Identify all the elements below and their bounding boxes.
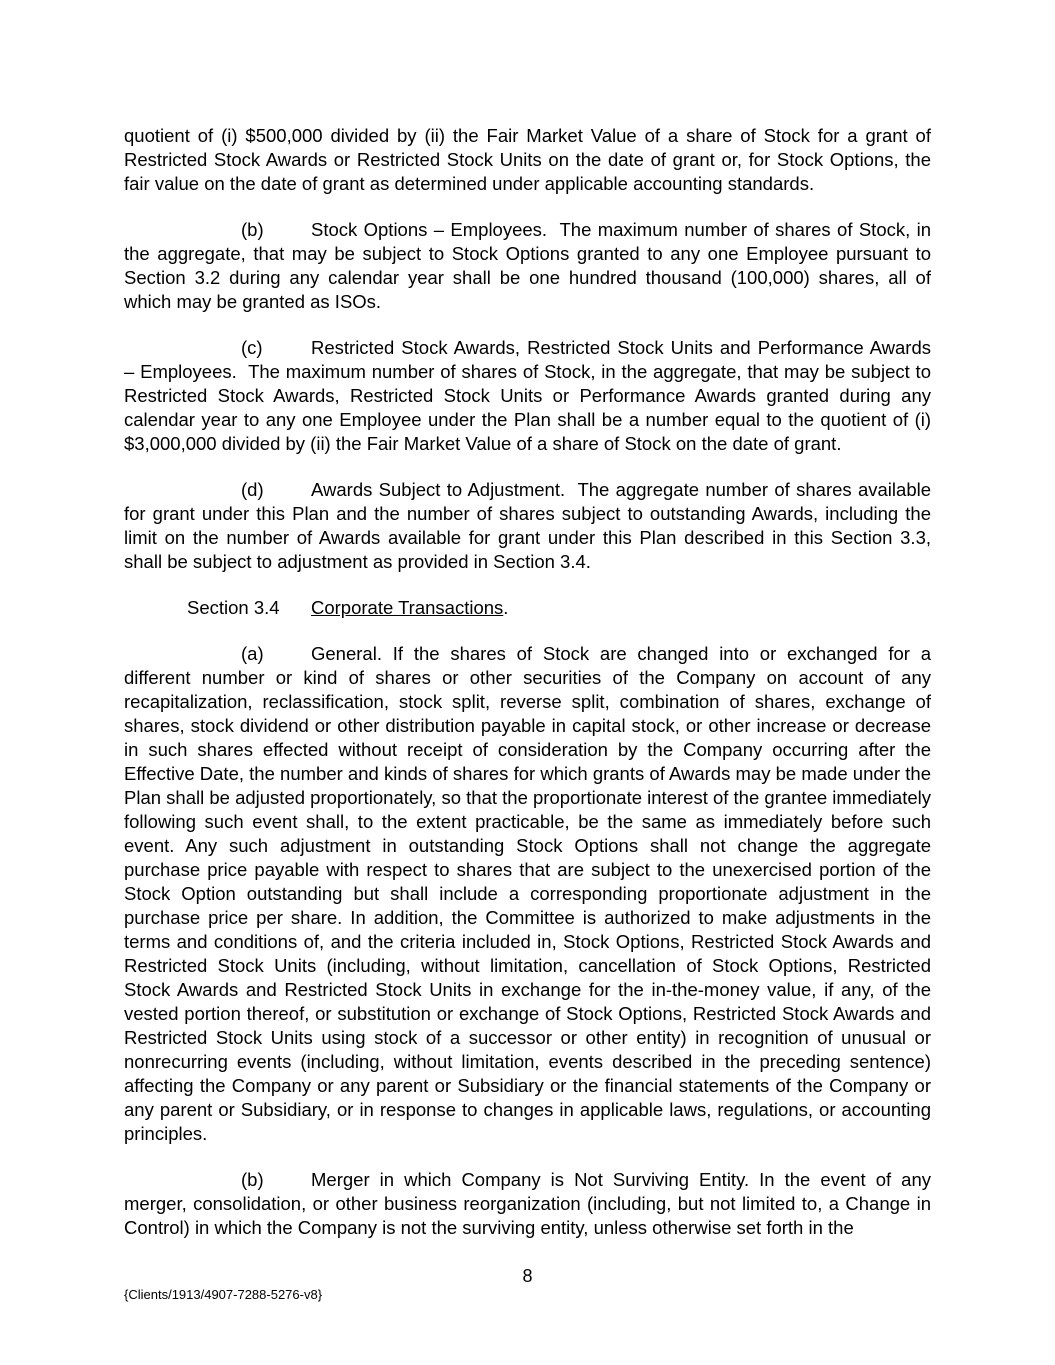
paragraph-heading: Stock Options – Employees. (311, 219, 548, 240)
page-number: 8 (522, 1266, 533, 1286)
paragraph-d-awards-adjustment (124, 478, 931, 574)
paragraph-a-general (124, 642, 931, 1146)
paragraph-intro: quotient of (i) $500,000 divided by (ii) the Fair Market Value of a share of Stock for a grant of Restricted Stock Awards or Restricted Stock Units on the date of grant or, for Stock Options, the fair value on the date of grant as determined under applicable accounting standards. (124, 125, 931, 194)
footer-document-id: {Clients/1913/4907-7288-5276-v8} (124, 1287, 323, 1302)
paragraph-c-restricted-stock (124, 336, 931, 456)
section-title: Corporate Transactions (311, 597, 504, 618)
paragraph-heading: Restricted Stock Awards, Restricted Stock Units and Performance Awards – Employees. (124, 337, 931, 382)
paragraph-heading: General. (311, 643, 382, 664)
document-page (124, 124, 931, 1240)
paragraph-text: The aggregate number of shares available for grant under this Plan and the number of shares subject to outstanding Awards, including the limit on the number of Awards available for grant under this Plan described in this Section 3.3, shall be subject to adjustment as provided in Section 3.4. (124, 479, 932, 572)
section-number: Section 3.4 (187, 597, 280, 618)
paragraph-text: In the event of any merger, consolidation, or other business reorganization (including, but not limited to, a Change in Control) in which the Company is not the surviving entity, unless otherwise set forth in the (124, 1169, 932, 1238)
paragraph-text: If the shares of Stock are changed into or exchanged for a different number or kind of shares or other securities of the Company on account of any recapitalization, reclassification, stock split, reverse split, combination of shares, exchange of shares, stock dividend or other distribution payable in capital stock, or other increase or decrease in such shares effected without receipt of consideration by the Company occurring after the Effective Date, the number and kinds of shares for which grants of Awards may be made under the Plan shall be adjusted proportionately, so that the proportionate interest of the grantee immediately following such event shall, to the extent practicable, be the same as immediately before such event. Any such adjustment in outstanding Stock Options shall not change the aggregate purchase price payable with respect to shares that are subject to the unexercised portion of the Stock Option outstanding but shall include a corresponding proportionate adjustment in the purchase price per share. In addition, the Committee is authorized to make adjustments in the terms and conditions of, and the criteria included in, Stock Options, Restricted Stock Awards and Restricted Stock Units (including, without limitation, cancellation of Stock Options, Restricted Stock Awards and Restricted Stock Units in exchange for the in-the-money value, if any, of the vested portion thereof, or substitution or exchange of Stock Options, Restricted Stock Awards and Restricted Stock Units using stock of a successor or other entity) in recognition of unusual or nonrecurring events (including, without limitation, events described in the preceding sentence) affecting the Company or any parent or Subsidiary or the financial statements of the Company or any parent or Subsidiary, or in response to changes in applicable laws, regulations, or accounting principles. (124, 643, 931, 1144)
paragraph-label: (d) (241, 479, 264, 500)
section-heading (124, 596, 931, 620)
section-title-period: . (503, 597, 509, 618)
paragraph-text: The maximum number of shares of Stock, in the aggregate, that may be subject to Restricted Stock Awards, Restricted Stock Units or Performance Awards granted during any calendar year to any one Employee under the Plan shall be a number equal to the quotient of (i) $3,000,000 divided by (ii) the Fair Market Value of a share of Stock on the date of grant. (124, 361, 931, 454)
paragraph-label: (a) (241, 643, 264, 664)
paragraph-b-merger (124, 1168, 931, 1240)
paragraph-heading: Merger in which Company is Not Surviving Entity. (311, 1169, 750, 1190)
paragraph-label: (b) (241, 1169, 264, 1190)
paragraph-heading: Awards Subject to Adjustment. (311, 479, 566, 500)
paragraph-label: (c) (241, 337, 263, 358)
paragraph-text: The maximum number of shares of Stock, in the aggregate, that may be subject to Stock Options granted to any one Employee pursuant to Section 3.2 during any calendar year shall be one hundred thousand (100,000) shares, all of which may be granted as ISOs. (124, 219, 932, 312)
paragraph-label: (b) (241, 219, 264, 240)
paragraph-b-stock-options (124, 218, 931, 314)
